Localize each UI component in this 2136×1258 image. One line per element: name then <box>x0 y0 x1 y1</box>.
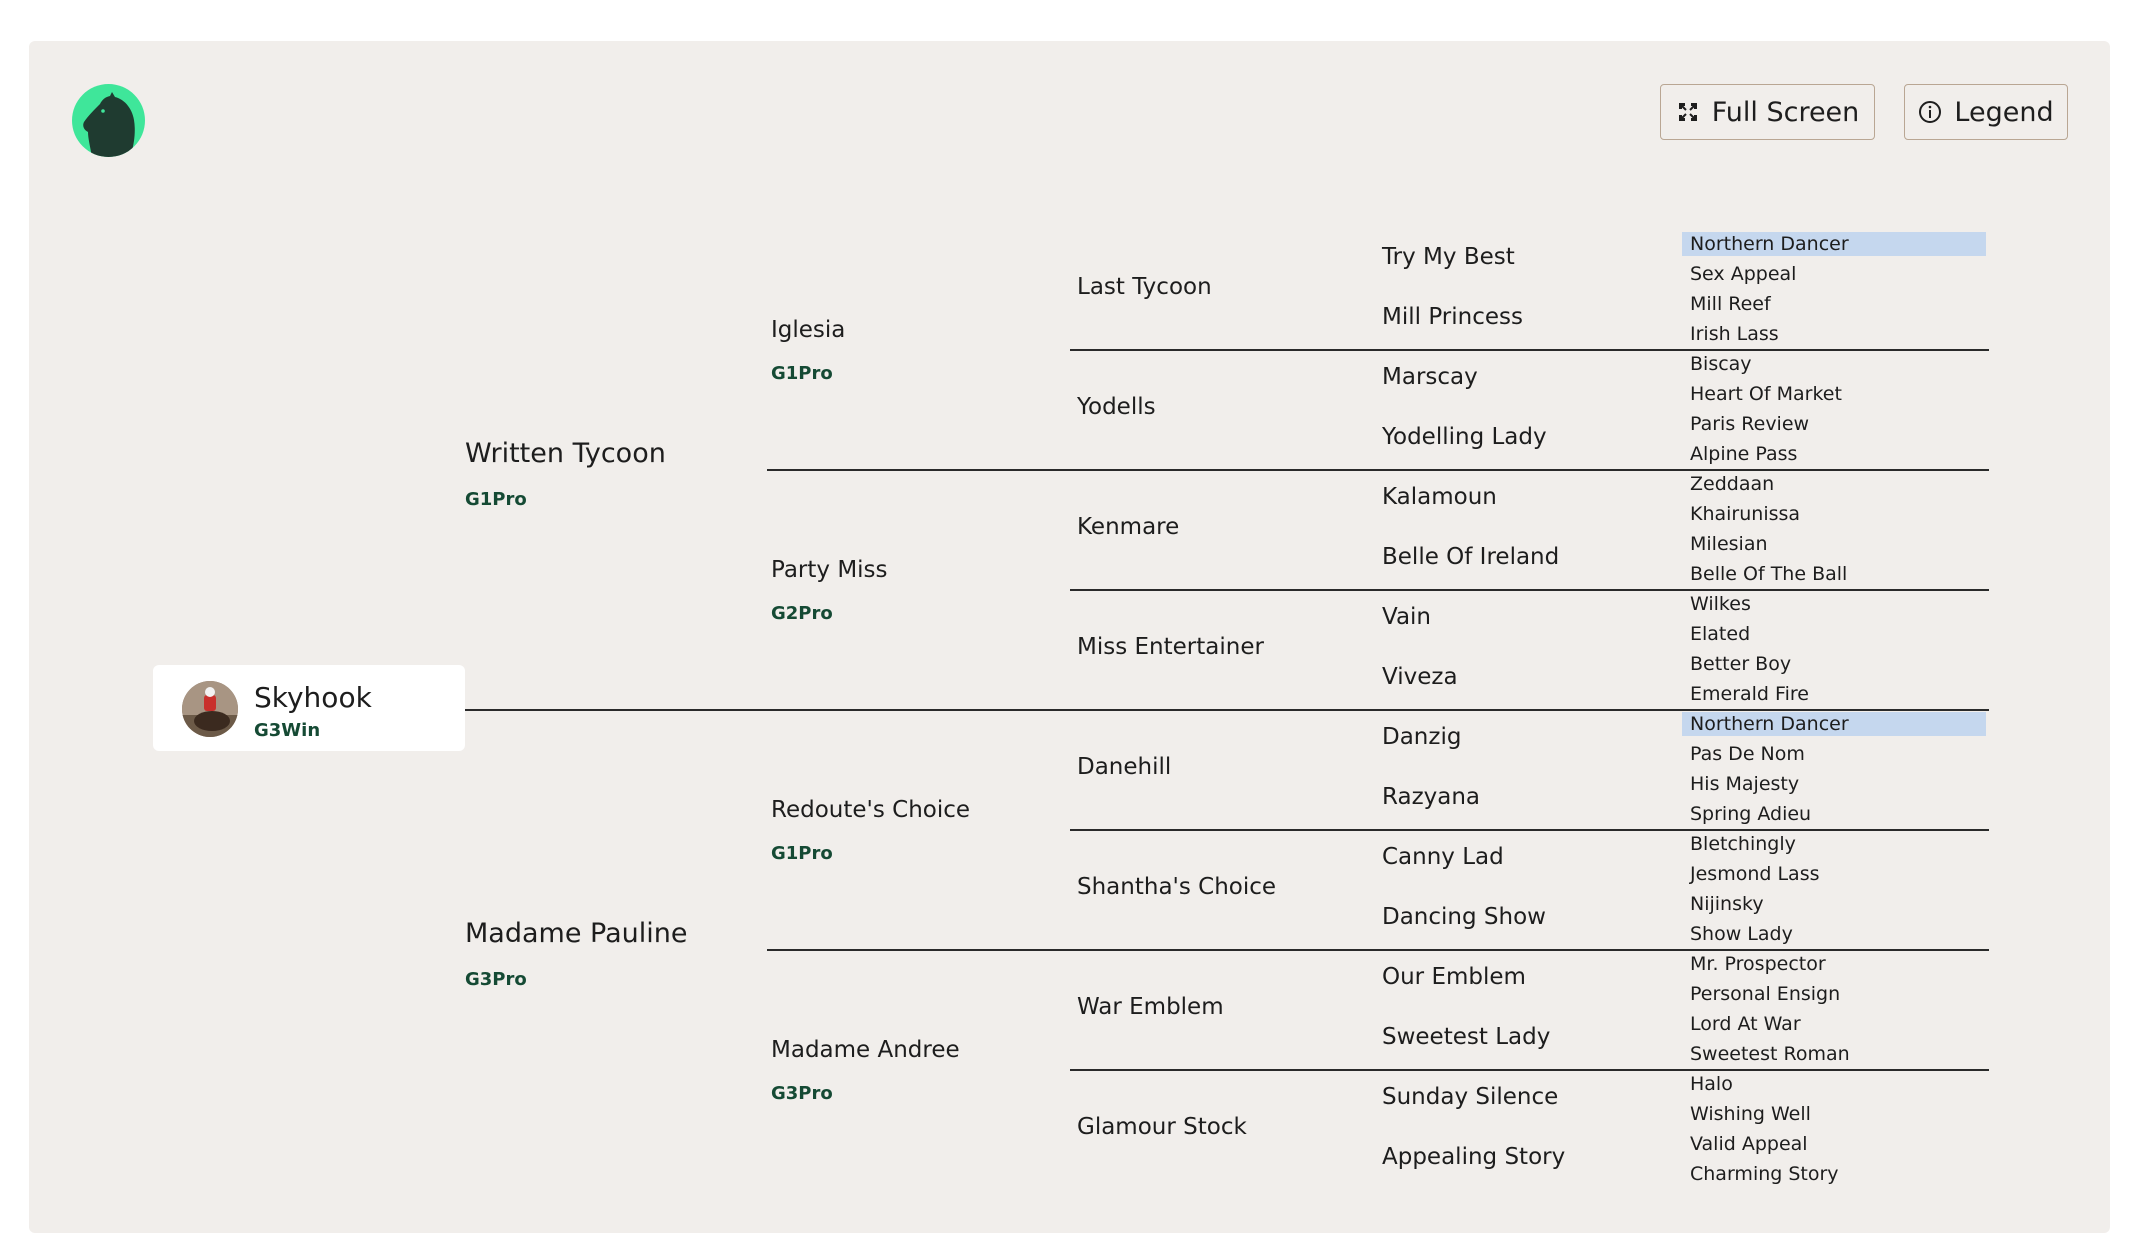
gen5-item[interactable]: Khairunissa <box>1690 503 1801 525</box>
gen4-name: Viveza <box>1382 664 1458 690</box>
gen5-item[interactable]: Mill Reef <box>1690 293 1771 315</box>
great-grandparent-name: Last Tycoon <box>1077 274 1212 300</box>
grandparent-name: Madame Andree <box>771 1037 960 1063</box>
great-grandparent-name: Kenmare <box>1077 514 1180 540</box>
sire-node[interactable] <box>465 438 666 510</box>
gen4-node[interactable] <box>1382 904 1546 930</box>
subject-name: Skyhook <box>254 681 372 714</box>
gen5-item[interactable]: Elated <box>1690 623 1751 645</box>
gen5-item[interactable]: Bletchingly <box>1690 833 1796 855</box>
divider-line <box>767 469 1989 471</box>
gen4-node[interactable] <box>1382 304 1523 330</box>
gen4-name: Danzig <box>1382 724 1462 750</box>
grandparent-grade: G1Pro <box>771 363 833 384</box>
sire-grade: G1Pro <box>465 489 527 510</box>
gen5-item[interactable]: Show Lady <box>1690 923 1793 945</box>
great-grandparent-node[interactable] <box>1077 634 1264 660</box>
grandparent-name: Party Miss <box>771 557 888 583</box>
legend-label: Legend <box>1954 96 2054 128</box>
gen4-name: Canny Lad <box>1382 844 1504 870</box>
gen5-item[interactable]: Jesmond Lass <box>1690 863 1820 885</box>
gen5-item[interactable]: Paris Review <box>1690 413 1810 435</box>
gen4-name: Try My Best <box>1382 244 1515 270</box>
horse-avatar <box>182 681 238 737</box>
full-screen-button[interactable] <box>1660 84 1875 140</box>
gen5-item[interactable]: Heart Of Market <box>1690 383 1842 405</box>
gen4-node[interactable] <box>1382 964 1526 990</box>
gen5-item[interactable]: Sex Appeal <box>1690 263 1797 285</box>
gen5-item[interactable]: Nijinsky <box>1690 893 1764 915</box>
gen4-node[interactable] <box>1382 484 1497 510</box>
gen5-item[interactable]: Better Boy <box>1690 653 1792 675</box>
gen4-name: Sunday Silence <box>1382 1084 1559 1110</box>
gen4-name: Belle Of Ireland <box>1382 544 1560 570</box>
grandparent-grade: G3Pro <box>771 1083 833 1104</box>
gen5-item[interactable]: Spring Adieu <box>1690 803 1812 825</box>
gen5-item[interactable]: Belle Of The Ball <box>1690 563 1848 585</box>
gen4-node[interactable] <box>1382 364 1478 390</box>
grandparent-node[interactable] <box>771 1037 960 1104</box>
subject-horse-card[interactable] <box>153 665 465 751</box>
grandparent-name: Redoute's Choice <box>771 797 971 823</box>
gen4-node[interactable] <box>1382 424 1547 450</box>
gen5-item[interactable]: Personal Ensign <box>1690 983 1841 1005</box>
grandparent-name: Iglesia <box>771 317 846 343</box>
gen4-node[interactable] <box>1382 664 1458 690</box>
divider-line <box>1070 589 1989 591</box>
gen5-item[interactable]: Pas De Nom <box>1690 743 1805 765</box>
great-grandparent-node[interactable] <box>1077 874 1276 900</box>
grandparent-grade: G2Pro <box>771 603 833 624</box>
divider-line <box>767 949 1989 951</box>
great-grandparent-name: Miss Entertainer <box>1077 634 1264 660</box>
grandparent-grade: G1Pro <box>771 843 833 864</box>
great-grandparent-name: Yodells <box>1077 394 1156 420</box>
gen5-item[interactable]: Lord At War <box>1690 1013 1801 1035</box>
great-grandparent-node[interactable] <box>1077 1114 1247 1140</box>
dam-name: Madame Pauline <box>465 918 688 949</box>
gen5-item[interactable]: Valid Appeal <box>1690 1133 1808 1155</box>
expand-icon <box>1676 100 1700 124</box>
gen4-node[interactable] <box>1382 1024 1550 1050</box>
gen5-item[interactable]: Halo <box>1690 1073 1733 1095</box>
gen5-item[interactable]: Mr. Prospector <box>1690 953 1826 975</box>
grandparent-node[interactable] <box>771 317 845 384</box>
great-grandparent-node[interactable] <box>1077 394 1156 420</box>
gen5-item[interactable]: Biscay <box>1690 353 1752 375</box>
grandparent-node[interactable] <box>771 797 970 864</box>
great-grandparent-node[interactable] <box>1077 994 1224 1020</box>
gen4-node[interactable] <box>1382 1084 1558 1110</box>
legend-button[interactable] <box>1904 84 2068 140</box>
gen4-name: Our Emblem <box>1382 964 1526 990</box>
gen4-node[interactable] <box>1382 604 1431 630</box>
gen4-name: Vain <box>1382 604 1432 630</box>
gen4-name: Yodelling Lady <box>1382 424 1547 450</box>
gen4-node[interactable] <box>1382 844 1504 870</box>
gen5-item[interactable]: Irish Lass <box>1690 323 1779 345</box>
gen5-item[interactable]: Zeddaan <box>1690 473 1775 495</box>
gen4-node[interactable] <box>1382 244 1515 270</box>
divider-line <box>1070 349 1989 351</box>
great-grandparent-name: Glamour Stock <box>1077 1114 1247 1140</box>
divider-line <box>1070 1069 1989 1071</box>
great-grandparent-node[interactable] <box>1077 754 1171 780</box>
gen4-node[interactable] <box>1382 724 1461 750</box>
gen5-item[interactable]: Milesian <box>1690 533 1768 555</box>
dam-node[interactable] <box>465 918 687 990</box>
gen4-name: Razyana <box>1382 784 1481 810</box>
gen4-name: Kalamoun <box>1382 484 1497 510</box>
gen4-name: Marscay <box>1382 364 1478 390</box>
grandparent-node[interactable] <box>771 557 888 624</box>
great-grandparent-name: Danehill <box>1077 754 1172 780</box>
gen4-name: Mill Princess <box>1382 304 1523 330</box>
gen5-item[interactable]: His Majesty <box>1690 773 1800 795</box>
divider-line <box>465 709 1989 711</box>
gen4-node[interactable] <box>1382 784 1480 810</box>
horse-logo-icon[interactable] <box>72 84 145 157</box>
gen4-name: Dancing Show <box>1382 904 1546 930</box>
gen4-node[interactable] <box>1382 1144 1565 1170</box>
info-icon <box>1918 100 1942 124</box>
sire-name: Written Tycoon <box>465 438 666 469</box>
gen5-item[interactable]: Emerald Fire <box>1690 683 1809 705</box>
gen5-item[interactable]: Charming Story <box>1690 1163 1839 1185</box>
great-grandparent-name: War Emblem <box>1077 994 1224 1020</box>
gen5-item[interactable]: Wishing Well <box>1690 1103 1811 1125</box>
gen4-name: Sweetest Lady <box>1382 1024 1551 1050</box>
great-grandparent-node[interactable] <box>1077 274 1212 300</box>
subject-grade: G3Win <box>254 720 321 741</box>
dam-grade: G3Pro <box>465 969 527 990</box>
gen5-item[interactable]: Northern Dancer <box>1682 712 1986 736</box>
great-grandparent-node[interactable] <box>1077 514 1179 540</box>
full-screen-label: Full Screen <box>1711 96 1860 128</box>
gen4-name: Appealing Story <box>1382 1144 1566 1170</box>
great-grandparent-name: Shantha's Choice <box>1077 874 1277 900</box>
gen5-item[interactable]: Northern Dancer <box>1682 232 1986 256</box>
gen5-item[interactable]: Alpine Pass <box>1690 443 1798 465</box>
gen5-item[interactable]: Sweetest Roman <box>1690 1043 1850 1065</box>
gen4-node[interactable] <box>1382 544 1559 570</box>
divider-line <box>1070 829 1989 831</box>
gen5-item[interactable]: Wilkes <box>1690 593 1751 615</box>
